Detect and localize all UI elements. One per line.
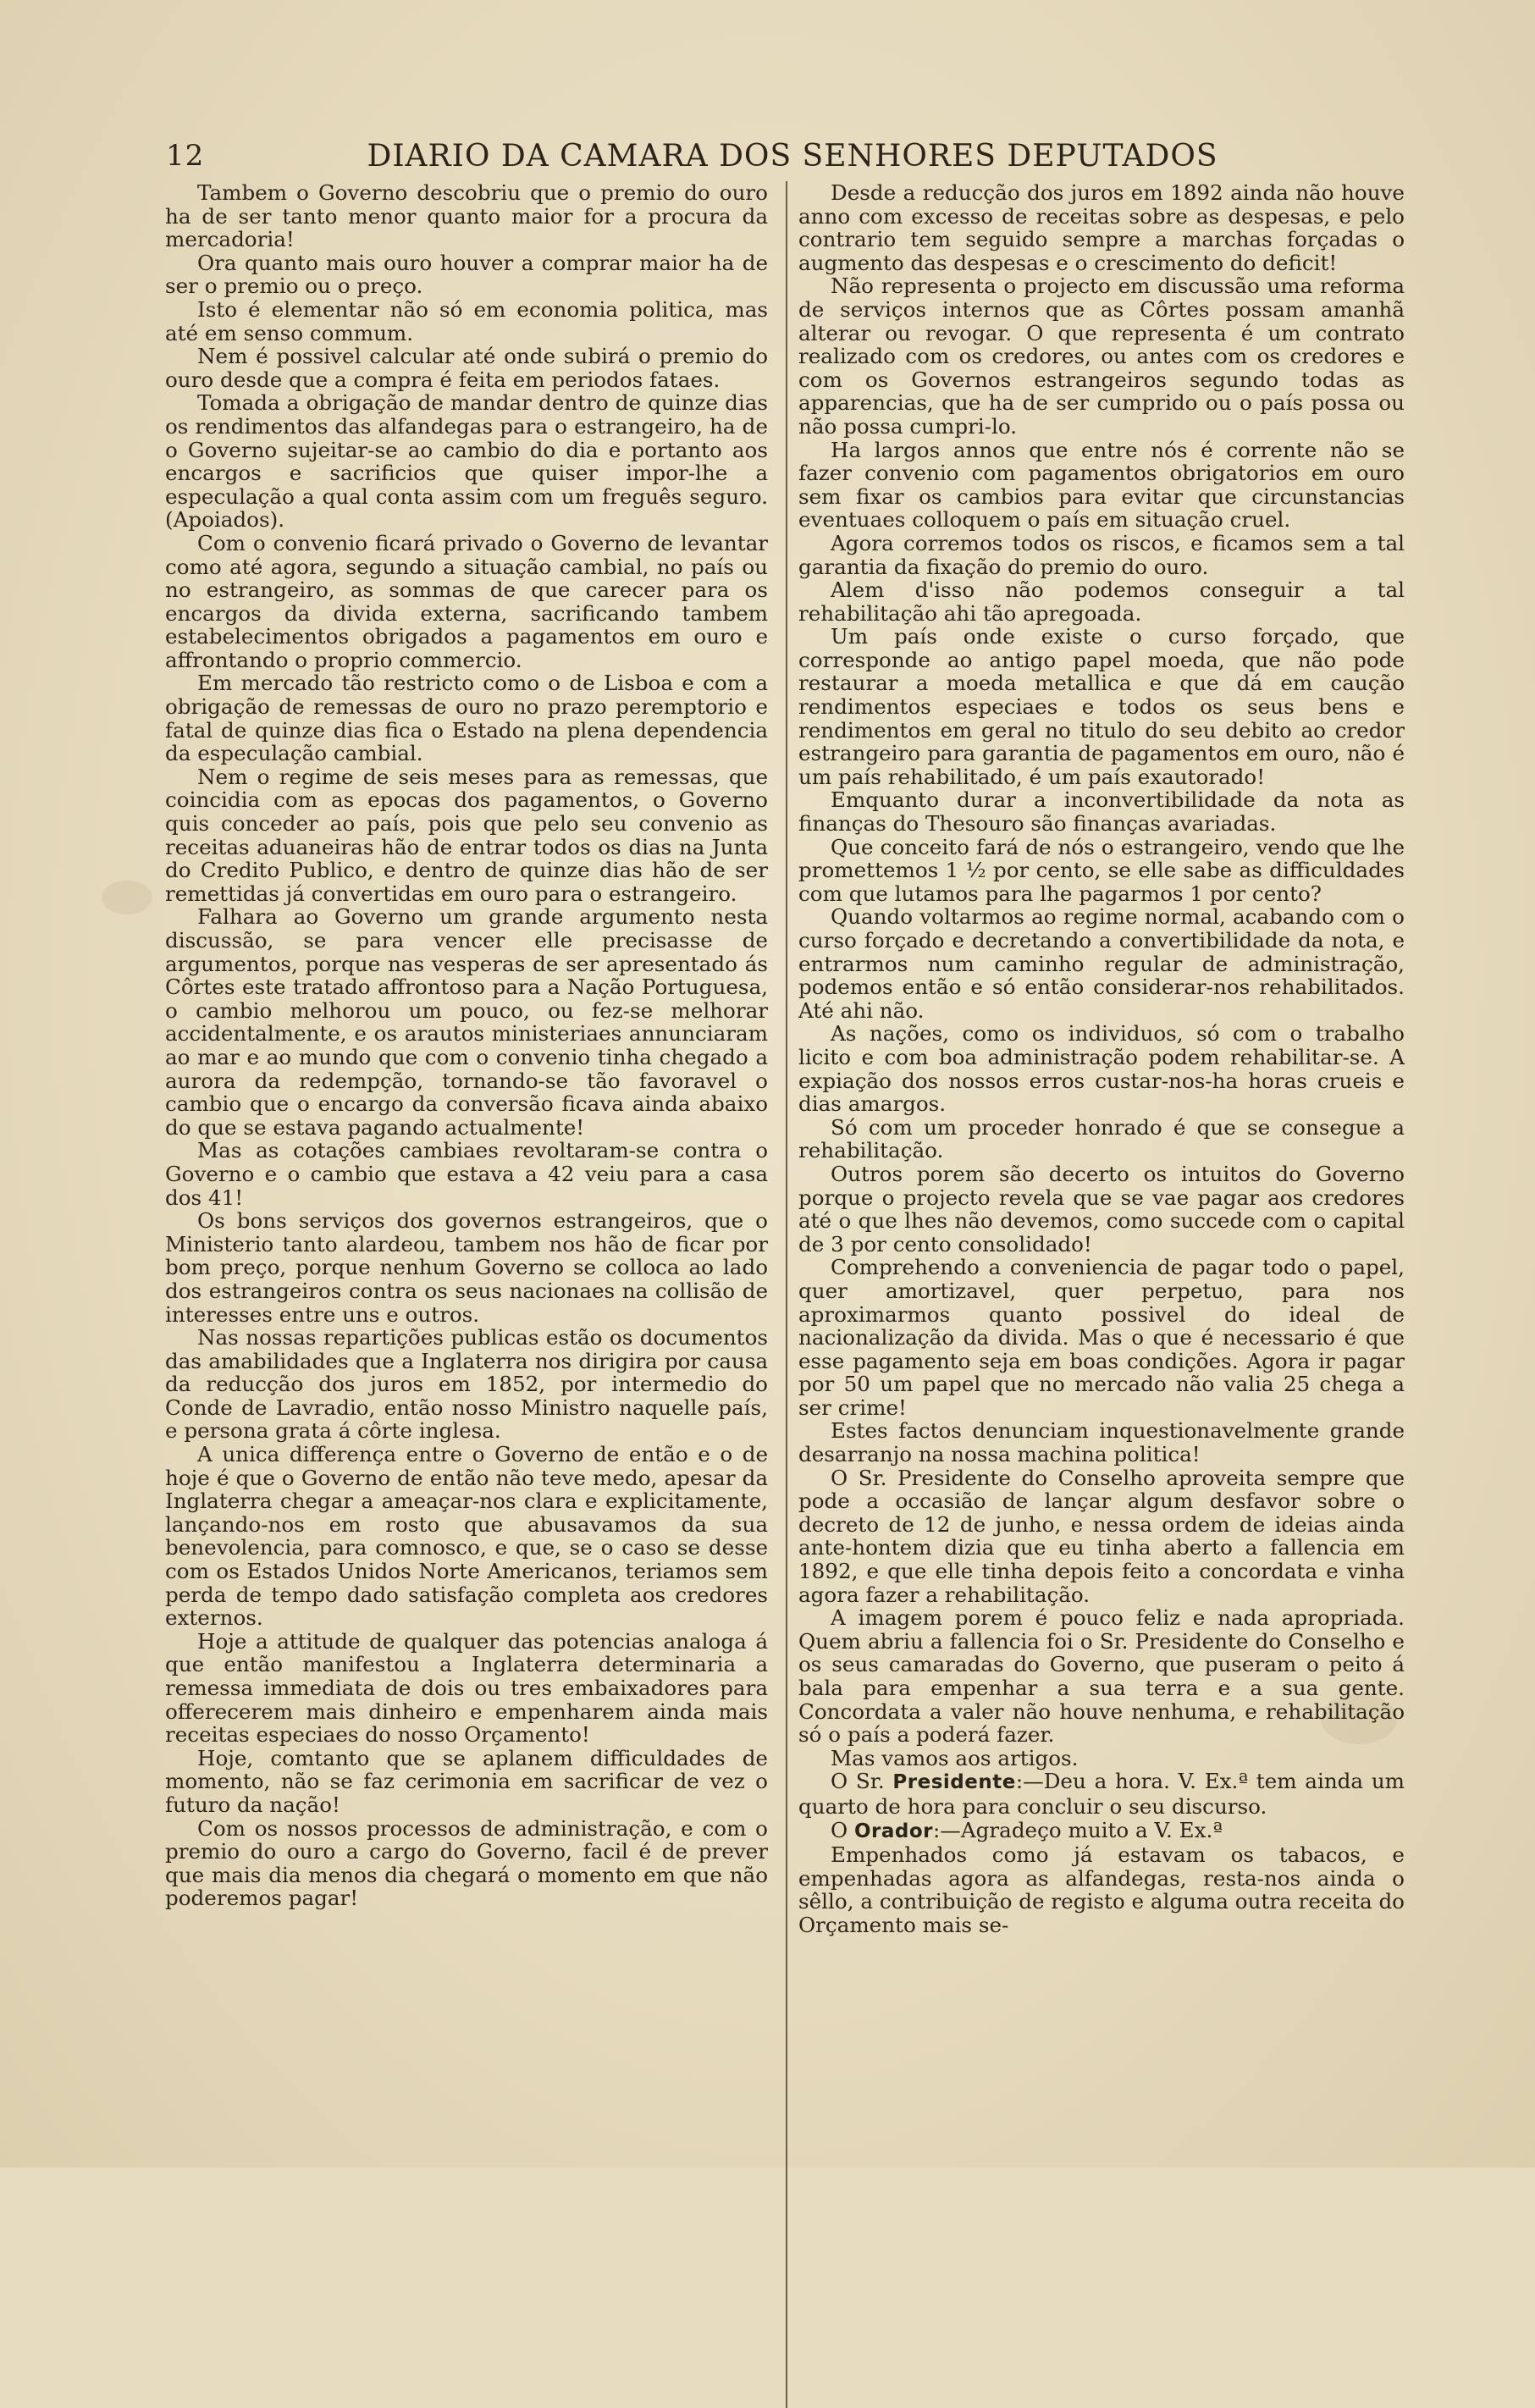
paragraph: Desde a reducção dos juros em 1892 ainda não houve anno com excesso de receitas sobre as despesas, e pelo contrario tem seguido sempre a marchas forçadas o augmento das despesas e o crescimento do deficit!	[798, 180, 1405, 275]
paragraph: Com o convenio ficará privado o Governo de levantar como até agora, segundo a situação cambial, no país ou no estrangeiro, as sommas de que carecer para os encargos da divida externa, sacrificando tambem estabelecimentos obrigados a pagamentos em ouro e affrontando o proprio commercio.	[165, 530, 768, 672]
right-column-paragraphs	[798, 181, 1405, 1770]
paragraph: Mas as cotações cambiaes revoltaram-se contra o Governo e o cambio que estava a 42 veiu para a casa dos 41!	[165, 1138, 768, 1210]
page-number: 12	[166, 139, 205, 173]
page-header	[166, 135, 1419, 178]
speech-orador: O Orador:—Agradeço muito a V. Ex.ª	[831, 1817, 1223, 1842]
paragraph: Ora quanto mais ouro houver a comprar maior ha de ser o premio ou o preço.	[165, 250, 768, 299]
paragraph: Não representa o projecto em discussão uma reforma de serviços internos que as Côrtes possam amanhã alterar ou revogar. O que representa é um contrato realizado com os credores, ou antes com os credores e com os Governos estrangeiros segundo todas as apparencias, que ha de ser cumprido ou o país possa ou não possa cumpri-lo.	[798, 273, 1405, 439]
paragraph: A imagem porem é pouco feliz e nada apropriada. Quem abriu a fallencia foi o Sr. Presidente do Conselho e os seus camaradas do Governo, que puseram o peito á bala para empenhar a sua terra e a sua gente. Concordata a valer não houve nenhuma, e rehabilitação só o país a poderá fazer.	[798, 1605, 1405, 1748]
right-column	[798, 181, 1405, 1937]
speaker-name: Orador	[853, 1820, 934, 1842]
left-column	[165, 181, 768, 1910]
paragraph: Os bons serviços dos governos estrangeiros, que o Ministerio tanto alardeou, tambem nos hão de ficar por bom preço, porque nenhum Governo se colloca ao lado dos estrangeiros contra os seus nacionaes na collisão de interesses entre uns e outros.	[165, 1208, 768, 1327]
column-divider	[786, 181, 787, 2408]
paragraph: Tomada a obrigação de mandar dentro de quinze dias os rendimentos das alfandegas para o estrangeiro, ha de o Governo sujeitar-se ao cambio do dia e portanto aos encargos e sacrificios que quiser impor-lhe a especulação a qual conta assim com um freguês seguro. (Apoiados).	[165, 390, 768, 533]
paragraph: Hoje, comtanto que se aplanem difficuldades de momento, não se faz cerimonia em sacrificar de vez o futuro da nação!	[165, 1745, 768, 1817]
paragraph: Com os nossos processos de administração, e com o premio do ouro a cargo do Governo, facil é de prever que mais dia menos dia chegará o momento em que não poderemos pagar!	[165, 1815, 768, 1911]
paragraph: Tambem o Governo descobriu que o premio do ouro ha de ser tanto menor quanto maior for a procura da mercadoria!	[165, 180, 768, 252]
paragraph: Que conceito fará de nós o estrangeiro, vendo que lhe promettemos 1 ½ por cento, se elle sabe as difficuldades com que lutamos para lhe pagarmos 1 por cento?	[798, 834, 1405, 906]
paragraph: A unica differença entre o Governo de então e o de hoje é que o Governo de então não teve medo, apesar da Inglaterra chegar a ameaçar-nos clara e explicitamente, lançando-nos em rosto que abusavamos da sua benevolencia, para comnosco, e que, se o caso se desse com os Estados Unidos Norte Americanos, teriamos sem perda de tempo dado satisfação completa aos credores externos.	[165, 1442, 768, 1631]
paragraph: Em mercado tão restricto como o de Lisboa e com a obrigação de remessas de ouro no prazo peremptorio e fatal de quinze dias fica o Estado na plena dependencia da especulação cambial.	[165, 671, 768, 766]
paragraph: Mas vamos aos artigos.	[831, 1745, 1079, 1770]
publication-title: DIARIO DA CAMARA DOS SENHORES DEPUTADOS	[367, 139, 1218, 174]
paragraph: Ha largos annos que entre nós é corrente não se fazer convenio com pagamentos obrigatorios em ouro sem fixar os cambios para evitar que circunstancias eventuaes colloquem o país em situação cruel.	[798, 437, 1405, 533]
paragraph: Emquanto durar a inconvertibilidade da nota as finanças do Thesouro são finanças avariadas.	[798, 787, 1405, 837]
paragraph: Hoje a attitude de qualquer das potencias analoga á que então manifestou a Inglaterra determinaria a remessa immediata de dois ou tres embaixadores para offerecerem mais dinheiro e empenharem ainda mais receitas especiaes do nosso Orçamento!	[165, 1628, 768, 1748]
paragraph: As nações, como os individuos, só com o trabalho licito e com boa administração podem rehabilitar-se. A expiação dos nossos erros custar-nos-ha horas crueis e dias amargos.	[798, 1021, 1405, 1117]
paragraph: Isto é elementar não só em economia politica, mas até em senso commum.	[165, 296, 768, 345]
paragraph: Um país onde existe o curso forçado, que corresponde ao antigo papel moeda, que não pode restaurar a moeda metallica e que dá em caução rendimentos especiaes e todos os seus bens e rendimentos em geral no titulo do seu debito ao credor estrangeiro para garantia de pagamentos em ouro, não é um país rehabilitado, é um país exautorado!	[798, 624, 1405, 789]
paper-stain	[102, 881, 152, 914]
paragraph: Nem o regime de seis meses para as remessas, que coincidia com as epocas dos pagamentos, o Governo quis conceder ao país, pois que pelo seu convenio as receitas aduaneiras hão de entrar todos os dias na Junta do Credito Publico, e dentro de quinze dias hão de ser remettidas já convertidas em ouro para o estrangeiro.	[165, 764, 768, 906]
speech-presidente: O Sr. Presidente:—Deu a hora. V. Ex.ª tem ainda um quarto de hora para concluir o seu discurso.	[798, 1769, 1405, 1819]
paragraph: Alem d'isso não podemos conseguir a tal rehabilitação ahi tão apregoada.	[798, 577, 1405, 626]
paragraph: Outros porem são decerto os intuitos do Governo porque o projecto revela que se vae pagar aos credores até o que lhes não devemos, como succede com o capital de 3 por cento consolidado!	[798, 1161, 1405, 1256]
paragraph: Estes factos denunciam inquestionavelmente grande desarranjo na nossa machina politica!	[798, 1418, 1405, 1467]
paragraph: Falhara ao Governo um grande argumento nesta discussão, se para vencer elle precisasse de argumentos, porque nas vesperas de ser apresentado ás Côrtes este tratado affrontoso para a Nação Portuguesa, o cambio melhorou um pouco, ou fez-se melhorar accidentalmente, e os arautos ministeriaes annunciaram ao mar e ao mundo que com o convenio tinha chegado a aurora da redempção, tornando-se tão favoravel o cambio que o encargo da conversão ficava ainda abaixo do que se estava pagando actualmente!	[165, 904, 768, 1140]
paragraph: O Sr. Presidente do Conselho aproveita sempre que pode a occasião de lançar algum desfavor sobre o decreto de 12 de junho, e nessa ordem de ideias ainda ante-hontem dizia que eu tinha aberto a fallencia em 1892, e que elle tinha depois feito a concordata e vinha agora fazer a rehabilitação.	[798, 1465, 1405, 1607]
final-paragraph: Empenhados como já estavam os tabacos, e empenhadas agora as alfandegas, resta-nos ainda o sêllo, a contribuição de registo e alguma outra receita do Orçamento mais se-	[798, 1842, 1405, 1937]
paragraph: Nas nossas repartições publicas estão os documentos das amabilidades que a Inglaterra nos dirigira por causa da reducção dos juros em 1852, por intermedio do Conde de Lavradio, então nosso Ministro naquelle país, e persona grata á côrte inglesa.	[165, 1325, 768, 1444]
speaker-name: Presidente	[892, 1771, 1016, 1794]
paragraph: Só com um proceder honrado é que se consegue a rehabilitação.	[798, 1114, 1405, 1163]
paragraph: Nem é possivel calcular até onde subirá o premio do ouro desde que a compra é feita em periodos fataes.	[165, 344, 768, 392]
paragraph: Quando voltarmos ao regime normal, acabando com o curso forçado e decretando a convertibilidade da nota, e entrarmos num caminho regular de administração, podemos então e só então considerar-nos rehabilitados. Até ahi não.	[798, 904, 1405, 1023]
paragraph: Comprehendo a conveniencia de pagar todo o papel, quer amortizavel, quer perpetuo, para nos aproximarmos quanto possivel do ideal de nacionalização da divida. Mas o que é necessario é que esse pagamento seja em boas condições. Agora ir pagar por 50 um papel que no mercado não valia 25 chega a ser crime!	[798, 1255, 1405, 1420]
paragraph: Agora corremos todos os riscos, e ficamos sem a tal garantia da fixação do premio do ouro.	[798, 530, 1405, 579]
